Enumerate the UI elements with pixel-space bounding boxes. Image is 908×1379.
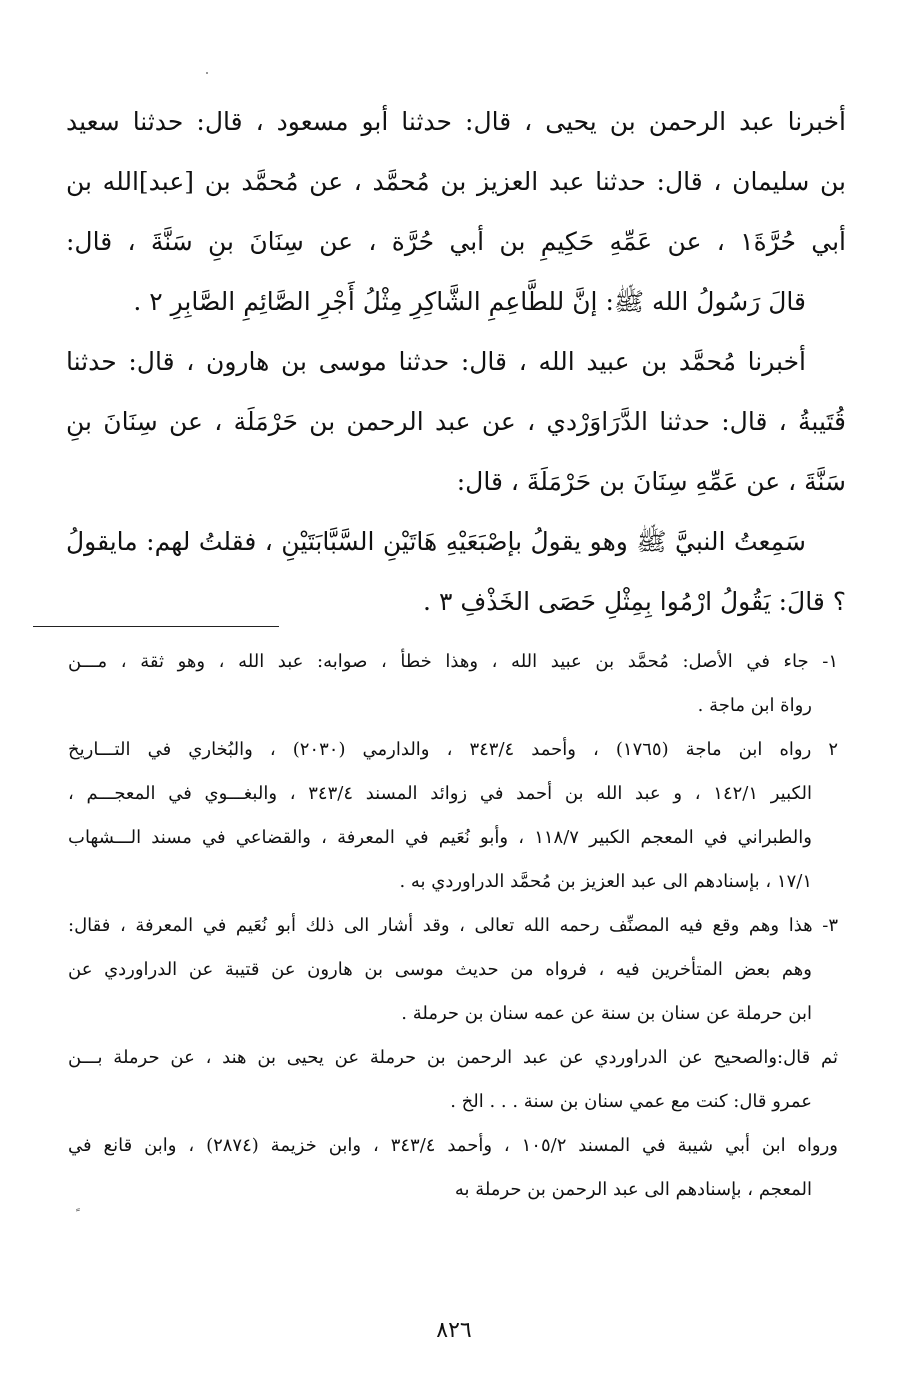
footnote-line: رواة ابن ماجة . bbox=[697, 695, 812, 716]
footnotes bbox=[68, 640, 838, 1212]
footnote-line: والطبراني في المعجم الكبير ١١٨/٧ ، وأبو نُعَيم في المعرفة ، والقضاعي في مسند الـــشهاب bbox=[68, 827, 812, 848]
footnote-line: ١٧/١ ، بإسنادهم الى عبد العزيز بن مُحمَّد الدراوردي به . bbox=[399, 871, 812, 892]
footnote-line: ورواه ابن أبي شيبة في المسند ١٠٥/٢ ، وأحمد ٣٤٣/٤ ، وابن خزيمة (٢٨٧٤) ، وابن قانع في bbox=[68, 1135, 838, 1156]
hadith-text-line: قالَ رَسُولُ الله ﷺ: إنَّ للطَّاعِمِ الشَّاكِرِ مِثْلُ أَجْرِ الصَّائِمِ الصَّابِرِ ٢ . bbox=[133, 287, 806, 316]
page-number: ٨٢٦ bbox=[436, 1318, 472, 1343]
footnote-line: ثم قال:والصحيح عن الدراوردي عن عبد الرحمن بن حرملة عن يحيى بن هند ، عن حرملة بـــن bbox=[68, 1047, 838, 1068]
main-text-line: أخبرنا مُحمَّد بن عبيد الله ، قال: حدثنا موسى بن هارون ، قال: حدثنا bbox=[66, 347, 806, 376]
footnote-line: ٣- هذا وهم وقع فيه المصنِّف رحمه الله تعالى ، وقد أشار الى ذلك أبو نُعَيم في المعرفة ، فقال: bbox=[68, 915, 838, 936]
footnote-line: عمرو قال: كنت مع عمي سنان بن سنة . . . الخ . bbox=[450, 1091, 812, 1112]
footnote-line: ابن حرملة عن سنان بن سنة عن عمه سنان بن حرملة . bbox=[401, 1003, 812, 1024]
hadith-text-line: سَمِعتُ النبيَّ ﷺ وهو يقولُ بإصْبَعَيْهِ هَاتَيْنِ السَّبَّابَتَيْنِ ، فقلتُ لهم: مايقولُ bbox=[66, 527, 806, 556]
footnote-line: ٢ رواه ابن ماجة (١٧٦٥) ، وأحمد ٣٤٣/٤ ، والدارمي (٢٠٣٠) ، والبُخاري في التـــاريخ bbox=[68, 739, 839, 760]
footnote-line: وهم بعض المتأخرين فيه ، فرواه من حديث موسى بن هارون عن قتيبة عن الدراوردي عن bbox=[68, 959, 812, 980]
margin-mark: ﹰ bbox=[76, 1208, 80, 1223]
footnote-line: المعجم ، بإسنادهم الى عبد الرحمن بن حرملة به bbox=[454, 1179, 812, 1200]
main-text-line: قُتَيبةُ ، قال: حدثنا الدَّرَاوَرْدي ، عن عبد الرحمن بن حَرْمَلَة ، عن سِنَانَ بنِ bbox=[66, 407, 846, 436]
footnote-line: ١- جاء في الأصل: مُحمَّد بن عبيد الله ، وهذا خطأ ، صوابه: عبد الله ، وهو ثقة ، مـــن bbox=[68, 651, 838, 672]
main-text-line: أخبرنا عبد الرحمن بن يحيى ، قال: حدثنا أبو مسعود ، قال: حدثنا سعيد bbox=[66, 107, 846, 136]
main-text bbox=[66, 92, 846, 632]
hadith-text-line: ؟ قالَ: يَقُولُ ارْمُوا بِمِثْلِ حَصَى الخَذْفِ ٣ . bbox=[423, 587, 846, 616]
main-text-line: بن سليمان ، قال: حدثنا عبد العزيز بن مُحمَّد ، عن مُحمَّد بن [عبد]الله بن bbox=[66, 167, 846, 196]
footnote-separator bbox=[33, 626, 279, 627]
ink-speck bbox=[206, 72, 208, 74]
main-text-line: سَنَّةَ ، عن عَمِّهِ سِنَانَ بن حَرْمَلَةَ ، قال: bbox=[456, 467, 846, 496]
footnote-line: الكبير ١٤٢/١ ، و عبد الله بن أحمد في زوائد المسند ٣٤٣/٤ ، والبغـــوي في المعجـــم ، bbox=[68, 783, 812, 804]
main-text-line: أبي حُرَّةَ١ ، عن عَمِّهِ حَكِيمِ بن أبي حُرَّة ، عن سِنَانَ بنِ سَنَّةَ ، قال: bbox=[66, 227, 847, 256]
